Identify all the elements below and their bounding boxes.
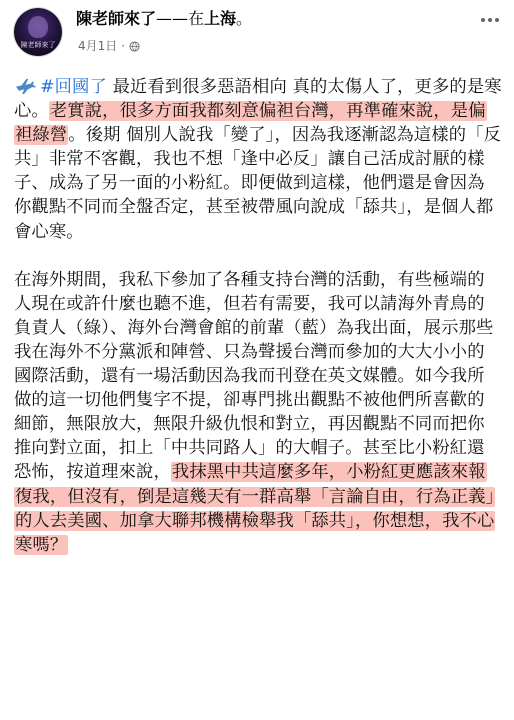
avatar-text: 陳老師來了 xyxy=(20,41,56,49)
hashtag-link[interactable]: #回國了 xyxy=(40,77,107,97)
author-avatar[interactable] xyxy=(14,8,62,56)
paragraph-2-highlight: 我抹黑中共這麼多年，小粉紅更應該來報復我，但沒有，倒是這幾天有一群高舉「言論自由，行為正義」的人去美國、加拿大聯邦機構檢舉我「舔共」，你想想，我不心寒嗎？ xyxy=(15,462,495,555)
author-line xyxy=(76,9,252,29)
post-paragraph-2 xyxy=(14,268,502,557)
author-name[interactable]: 陳老師來了 xyxy=(76,9,157,28)
paragraph-1-highlight: 老實說，很多方面我都刻意偏袒台灣，再準確來說，是偏袒綠營 xyxy=(15,101,486,146)
airplane-emoji-icon xyxy=(14,76,36,94)
post-meta xyxy=(78,38,140,54)
more-options-icon-dot-2 xyxy=(488,18,492,22)
post-paragraph-1 xyxy=(14,75,502,244)
globe-icon xyxy=(129,41,140,52)
avatar-figure xyxy=(28,16,48,38)
paragraph-2-text-a: 在海外期間，我私下參加了各種支持台灣的活動，有些極端的人現在或許什麼也聽不進，但若有需要，我可以請海外青鳥的負責人（綠）、海外台灣會館的前輩（藍）為我出面，展示那些我在海外不分黨派和陣營、只為聲援台灣而參加的大大小小的國際活動，還有一場活動因為我而刊登在英文媒體。如今我所做的這一切他們隻字不提，卻專門挑出觀點不被他們所喜歡的細節，無限放大，無限升級仇恨和對立，再因觀點不同而把你推向對立面，扣上「中共同路人」的大帽子。甚至比小粉紅還恐怖，按道理來說， xyxy=(14,269,494,483)
location-name[interactable]: 上海 xyxy=(204,9,237,28)
more-options-icon xyxy=(481,18,485,22)
paragraph-1-text-a: 最近看到很多惡語相向 真的太傷人了，更多的是寒心。 xyxy=(14,77,502,122)
more-options-button[interactable] xyxy=(480,10,500,30)
post-header xyxy=(0,0,514,62)
meta-separator: · xyxy=(121,39,126,53)
location-separator: ——在 xyxy=(156,9,205,28)
location-suffix: 。 xyxy=(236,9,253,28)
post-date[interactable]: 4月1日 xyxy=(78,39,118,53)
post-body xyxy=(14,75,502,557)
paragraph-1-text-b: 。後期 個別人說我「變了」，因為我逐漸認為這樣的「反共」非常不客觀，我也不想「逢中必反」讓自己活成討厭的樣子、成為了另一面的小粉紅。即便做到這樣，他們還是會因為你觀點不同而全盤否定，甚至被帶風向說成「舔共」，是個人都會心寒。 xyxy=(14,125,502,242)
more-options-icon-dot-3 xyxy=(495,18,499,22)
